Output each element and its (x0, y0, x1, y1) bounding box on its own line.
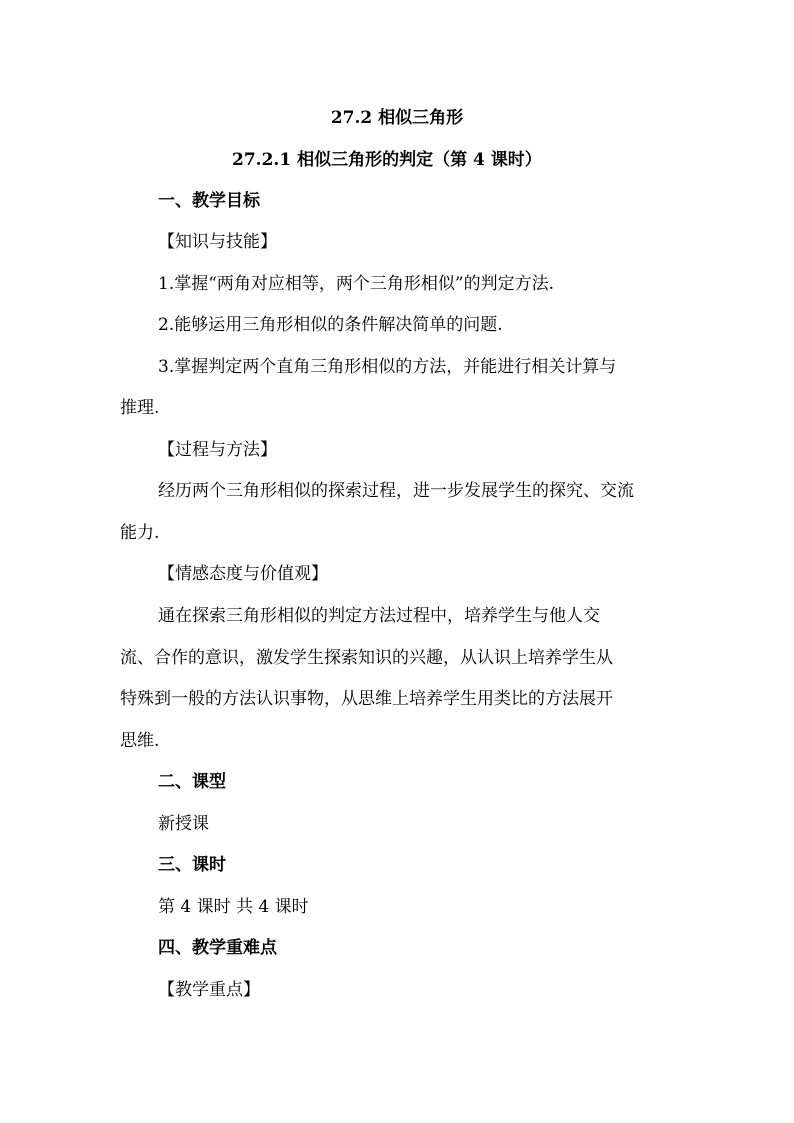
emotion-line-1: 通在探索三角形相似的判定方法过程中，培养学生与他人交 (158, 606, 600, 626)
knowledge-label: 【知识与技能】 (158, 232, 277, 252)
knowledge-item-3-cont: 推理. (120, 398, 160, 418)
process-line-1: 经历两个三角形相似的探索过程，进一步发展学生的探究、交流 (158, 481, 634, 501)
section1-heading: 一、教学目标 (158, 191, 260, 211)
section3-content: 第 4 课时 共 4 课时 (158, 897, 309, 917)
document-title: 27.2 相似三角形 (330, 108, 464, 128)
emotion-label: 【情感态度与价值观】 (158, 564, 328, 584)
knowledge-item-2: 2.能够运用三角形相似的条件解决简单的问题. (158, 315, 503, 335)
knowledge-item-3: 3.掌握判定两个直角三角形相似的方法，并能进行相关计算与 (158, 357, 617, 377)
document-subtitle: 27.2.1 相似三角形的判定（第 4 课时） (232, 150, 542, 170)
section2-content: 新授课 (158, 814, 209, 834)
key-points-label: 【教学重点】 (158, 980, 260, 1000)
knowledge-item-1: 1.掌握“两角对应相等，两个三角形相似”的判定方法. (158, 274, 555, 294)
section2-heading: 二、课型 (158, 772, 226, 792)
emotion-line-2: 流、合作的意识，激发学生探索知识的兴趣，从认识上培养学生从 (120, 648, 613, 668)
section3-heading: 三、课时 (158, 855, 226, 875)
emotion-line-4: 思维. (120, 731, 160, 751)
process-line-2: 能力. (120, 523, 160, 543)
emotion-line-3: 特殊到一般的方法认识事物，从思维上培养学生用类比的方法展开 (120, 689, 613, 709)
section4-heading: 四、教学重难点 (158, 938, 277, 958)
process-label: 【过程与方法】 (158, 440, 277, 460)
